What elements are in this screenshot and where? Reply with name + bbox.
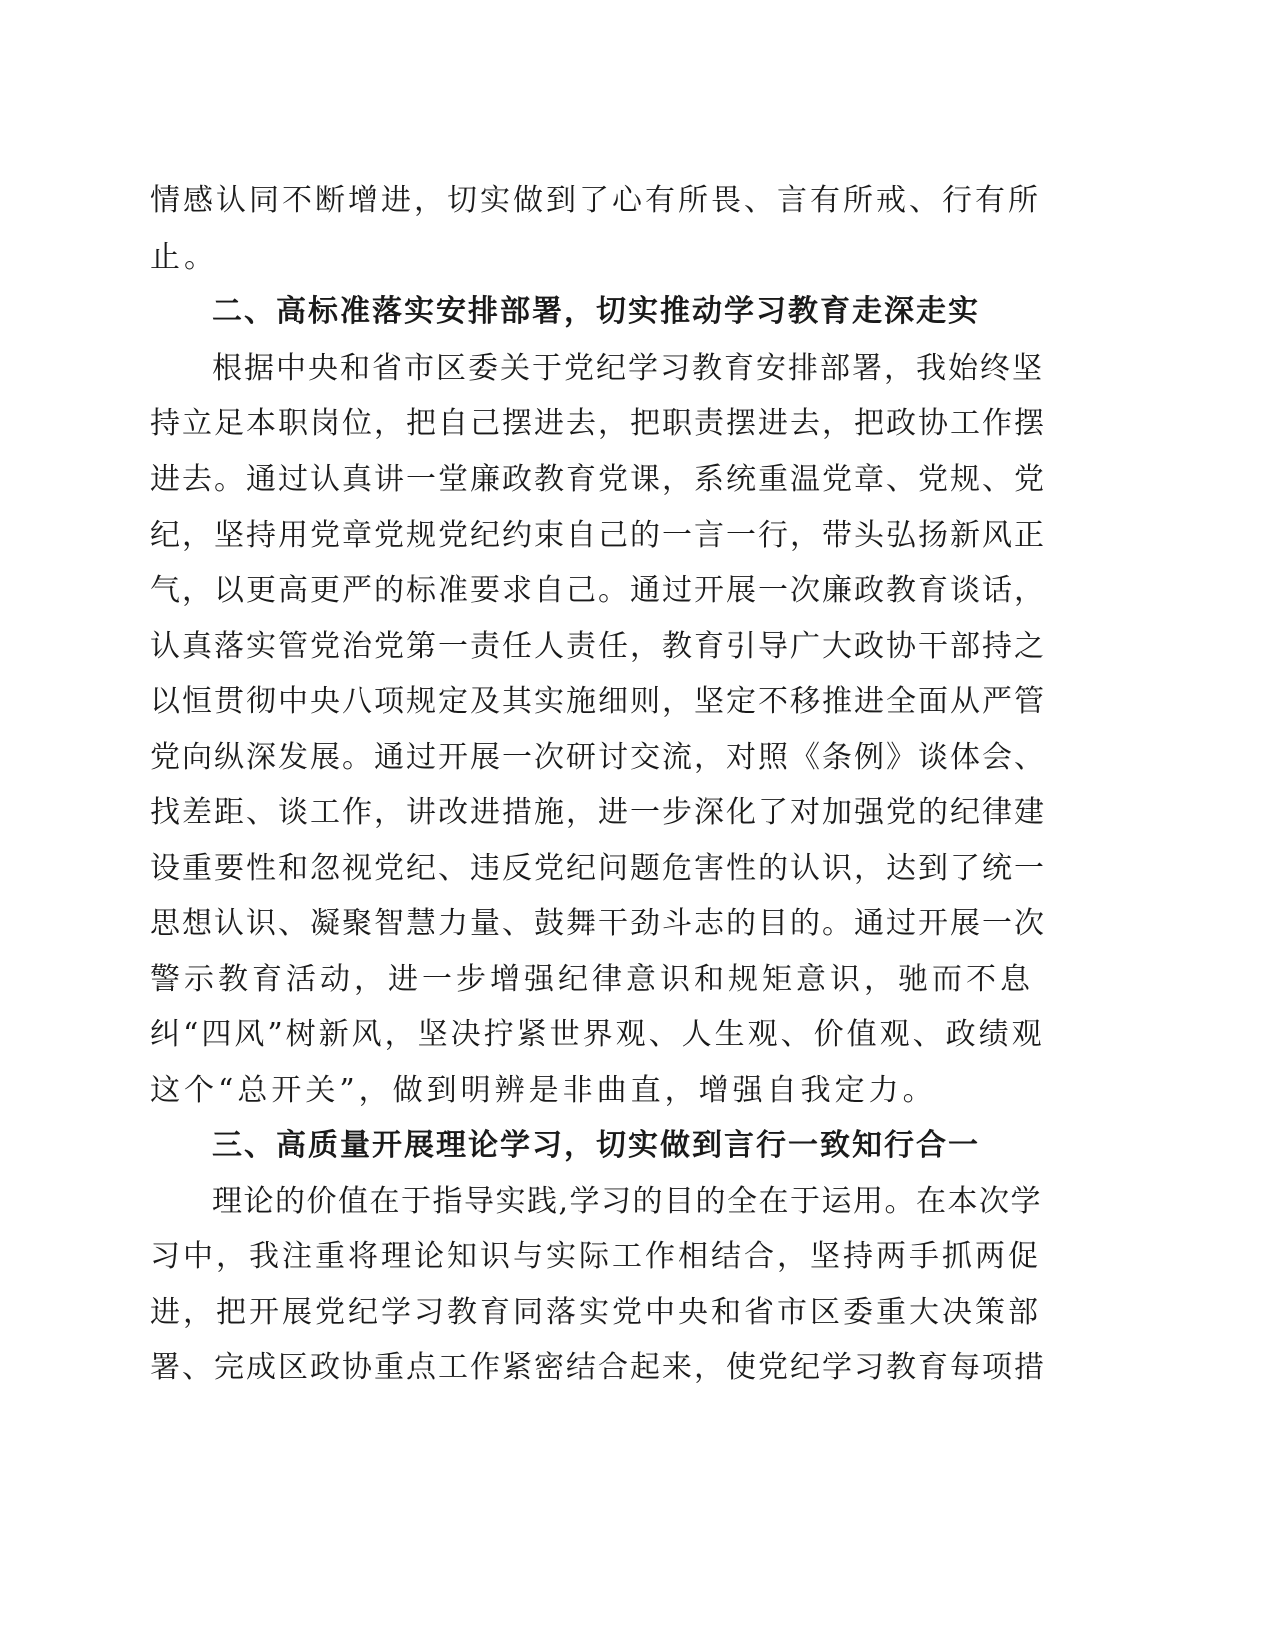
body-text-line: 警示教育活动，进一步增强纪律意识和规矩意识，驰而不息 — [150, 962, 1034, 997]
body-text-line: 进，把开展党纪学习教育同落实党中央和省市区委重大决策部 — [150, 1295, 1041, 1330]
body-text-line: 以恒贯彻中央八项规定及其实施细则，坚定不移推进全面从严管 — [150, 684, 1046, 719]
body-text-line: 思想认识、凝聚智慧力量、鼓舞干劲斗志的目的。通过开展一次 — [150, 906, 1046, 941]
body-text-line: 这个“总开关”，做到明辨是非曲直，增强自我定力。 — [150, 1073, 937, 1108]
body-text-line: 纠“四风”树新风，坚决拧紧世界观、人生观、价值观、政绩观 — [150, 1017, 1045, 1052]
body-text-line: 党向纵深发展。通过开展一次研讨交流，对照《条例》谈体会、 — [150, 740, 1046, 775]
body-text-line: 设重要性和忽视党纪、违反党纪问题危害性的认识，达到了统一 — [150, 851, 1046, 886]
body-text-line: 习中，我注重将理论知识与实际工作相结合，坚持两手抓两促 — [150, 1239, 1041, 1274]
body-text-line: 气，以更高更严的标准要求自己。通过开展一次廉政教育谈话， — [150, 573, 1046, 608]
body-text-line: 情感认同不断增进，切实做到了心有所畏、言有所戒、行有所 — [150, 183, 1041, 218]
body-text-line: 署、完成区政协重点工作紧密结合起来，使党纪学习教育每项措 — [150, 1350, 1046, 1385]
body-text-line: 认真落实管党治党第一责任人责任，教育引导广大政协干部持之 — [150, 629, 1046, 664]
body-text-line: 根据中央和省市区委关于党纪学习教育安排部署，我始终坚 — [212, 351, 1044, 386]
section-heading-3: 三、高质量开展理论学习，切实做到言行一致知行合一 — [212, 1128, 980, 1163]
body-text-line: 找差距、谈工作，讲改进措施，进一步深化了对加强党的纪律建 — [150, 795, 1046, 830]
body-text-line: 持立足本职岗位，把自己摆进去，把职责摆进去，把政协工作摆 — [150, 406, 1046, 441]
body-text-line: 进去。通过认真讲一堂廉政教育党课，系统重温党章、党规、党 — [150, 462, 1046, 497]
body-text-line: 理论的价值在于指导实践,学习的目的全在于运用。在本次学 — [212, 1184, 1043, 1219]
section-heading-2: 二、高标准落实安排部署，切实推动学习教育走深走实 — [212, 294, 980, 329]
body-text-line: 止。 — [150, 240, 218, 275]
body-text-line: 纪，坚持用党章党规党纪约束自己的一言一行，带头弘扬新风正 — [150, 518, 1046, 553]
